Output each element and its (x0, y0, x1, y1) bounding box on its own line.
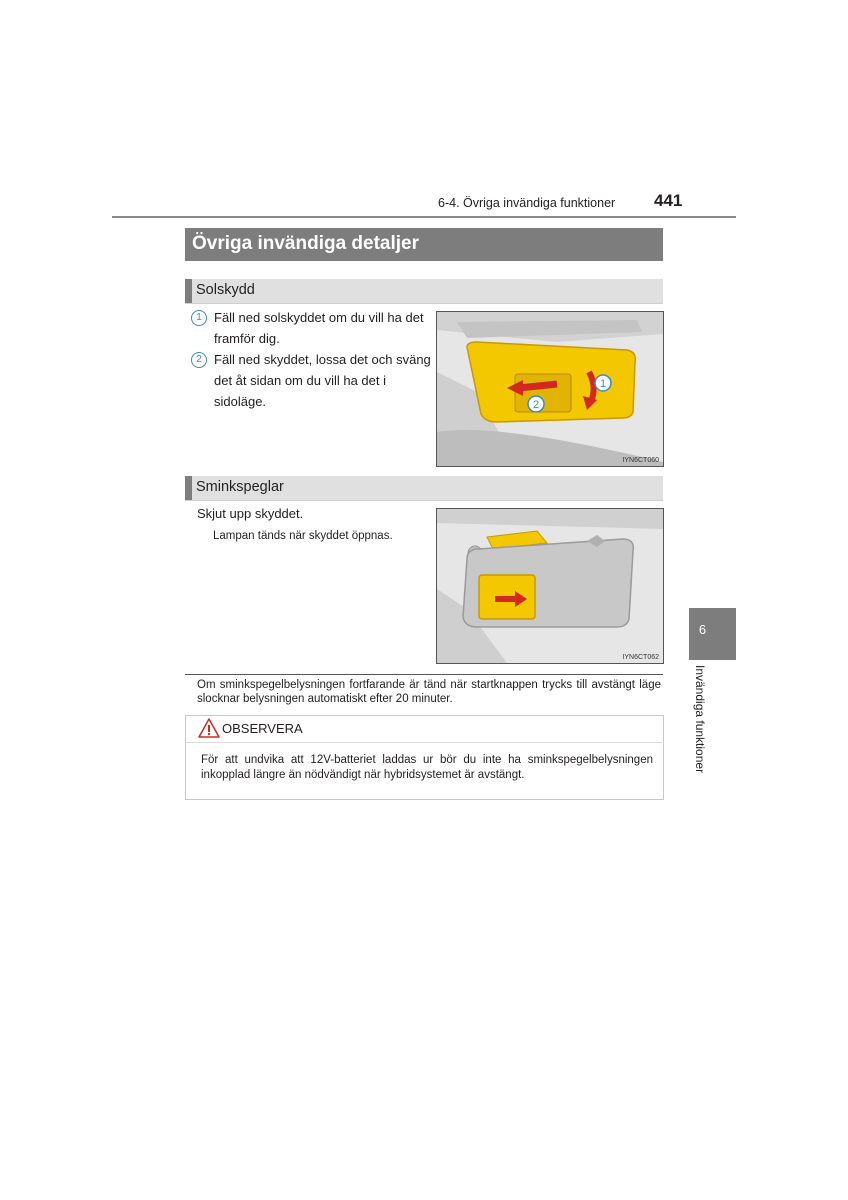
header-section-title: 6-4. Övriga invändiga funktioner (438, 196, 616, 210)
chapter-title-vertical: Invändiga funktioner (693, 665, 707, 774)
step-text: Fäll ned skyddet, lossa det och sväng det åt sidan om du vill ha det i sidoläge. (214, 352, 431, 409)
section-accent (185, 279, 192, 303)
sun-visor-illustration (436, 311, 664, 467)
instruction-subtext: Lampan tänds när skyddet öppnas. (213, 530, 393, 542)
vanity-mirror-illustration (436, 508, 664, 664)
section-header-sminkspeglar (185, 476, 663, 500)
image-code: IYN6CT062 (622, 654, 659, 661)
caution-text: För att undvika att 12V-batteriet laddas ur bör du inte ha sminkspegelbelysningen inkopplad längre än nödvändigt när hybridsystemet är avstängt. (201, 754, 653, 781)
note-rule (185, 674, 663, 675)
note-text: Om sminkspegelbelysningen fortfarande är tänd när startknappen trycks till avstängt läge slocknar belysningen automatiskt efter 20 minuter. (197, 679, 661, 705)
page-number: 441 (654, 191, 683, 210)
step-number-badge: 1 (191, 310, 207, 326)
caution-label: OBSERVERA (222, 721, 303, 736)
section-header-solskydd (185, 279, 663, 303)
section-rule (185, 303, 663, 304)
warning-triangle-icon (197, 717, 221, 739)
callout-2: 2 (532, 399, 540, 411)
chapter-number: 6 (698, 622, 707, 637)
section-title-sminkspeglar: Sminkspeglar (196, 479, 284, 495)
page-title: Övriga invändiga detaljer (192, 233, 420, 254)
section-accent (185, 476, 192, 500)
section-title-solskydd: Solskydd (196, 282, 255, 298)
section-rule (185, 500, 663, 501)
header-rule (112, 216, 736, 218)
step-text: Fäll ned solskyddet om du vill ha det framför dig. (214, 310, 424, 346)
callout-1: 1 (599, 378, 607, 390)
step-1 (191, 307, 431, 349)
step-number-badge: 2 (191, 352, 207, 368)
image-code: IYN6CT060 (622, 457, 659, 464)
step-2 (191, 349, 431, 409)
instruction-text: Skjut upp skyddet. (197, 506, 304, 521)
